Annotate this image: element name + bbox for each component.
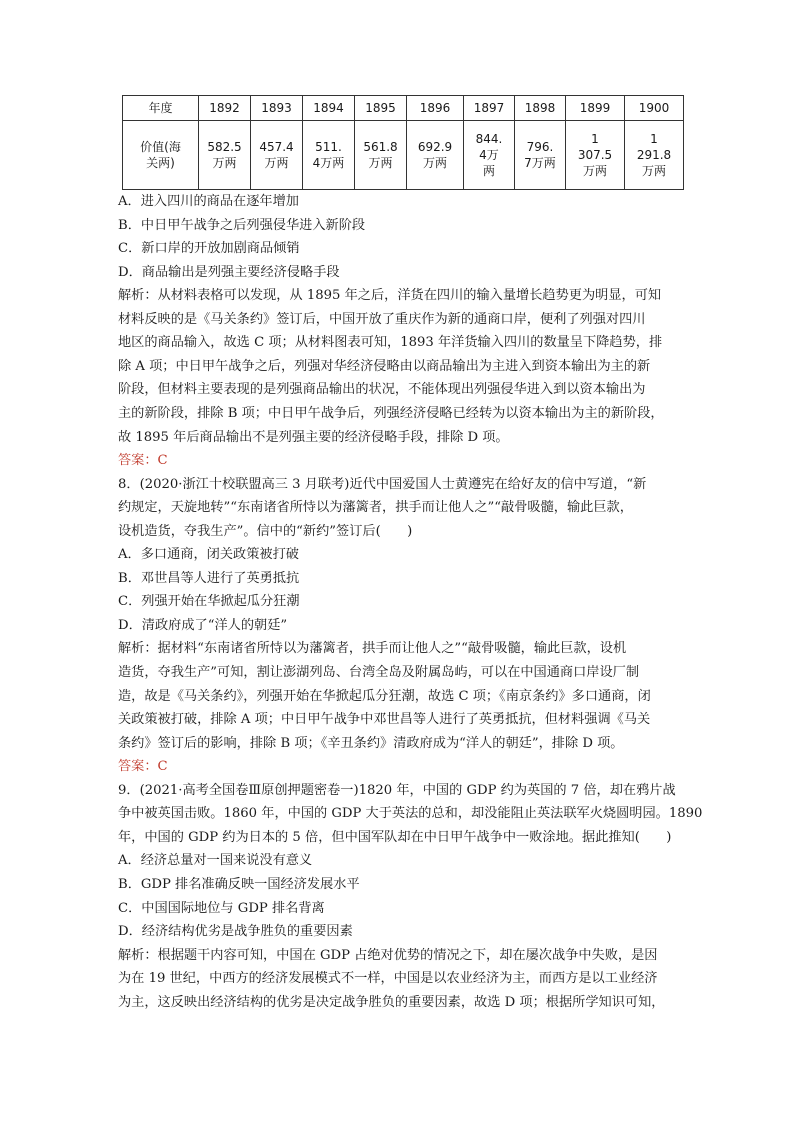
table-header-year: 1898 — [515, 96, 566, 121]
value-line: 561.8 — [363, 140, 398, 154]
table-value-cell — [251, 121, 303, 190]
table-header-year-label: 年度 — [123, 96, 199, 121]
value-line: 万两 — [582, 164, 607, 178]
table-value-cell — [464, 121, 515, 190]
text-line: 主的新阶段，排除 B 项；中日甲午战争后，列强经济侵略已经转为以资本输出为主的新阶段， — [118, 405, 664, 421]
value-line: 291.8 — [636, 148, 672, 162]
table-value-row — [123, 121, 684, 190]
text-line: 造货，夺我生产”可知，割让澎湖列岛、台湾全岛及附属岛屿，可以在中国通商口岸设厂制 — [118, 665, 640, 680]
value-line: 4万 — [479, 148, 499, 162]
text-line: 8．(2020·浙江十校联盟高三 3 月联考)近代中国爱国人士黄遵宪在给好友的信中写道，“新 — [118, 476, 647, 492]
table-header-year: 1895 — [355, 96, 407, 121]
value-line: 1 — [591, 132, 599, 146]
text-line: 解析：据材料“东南诸省所恃以为藩篱者，拱手而让他人之”“敲骨吸髓，输此巨款，设机 — [118, 641, 627, 657]
text-line: D．商品输出是列强主要经济侵略手段 — [118, 264, 340, 280]
table-value-cell — [515, 121, 566, 190]
import-value-table — [122, 95, 684, 190]
text-line: 关政策被打破，排除 A 项；中日甲午战争中邓世昌等人进行了英勇抵抗，但材料强调《马关 — [118, 712, 651, 728]
text-line: 年，中国的 GDP 约为日本的 5 倍，但中国军队却在中日甲午战争中一败涂地。据此推知( ) — [118, 829, 672, 845]
value-line: 1 — [650, 132, 658, 146]
value-line: 511. — [315, 140, 342, 154]
text-line: 设机造货，夺我生产”。信中的“新约”签订后( ) — [118, 523, 413, 539]
value-line: 844. — [475, 132, 503, 146]
table-header-year: 1899 — [566, 96, 625, 121]
text-line: D．清政府成了“洋人的朝廷” — [118, 617, 288, 633]
value-line: 万两 — [641, 164, 666, 178]
value-line: 万两 — [212, 156, 237, 170]
table-header-year: 1892 — [199, 96, 251, 121]
text-line: B．中日甲午战争之后列强侵华进入新阶段 — [118, 217, 366, 233]
text-line: 为主，这反映出经济结构的优劣是决定战争胜负的重要因素，故选 D 项；根据所学知识可知， — [118, 994, 665, 1010]
text-line: A．多口通商，闭关政策被打破 — [118, 547, 299, 563]
table-value-cell — [303, 121, 355, 190]
table-header-year: 1896 — [407, 96, 464, 121]
table-header-year: 1897 — [464, 96, 515, 121]
text-line: 除 A 项；中日甲午战争之后，列强对华经济侵略由以商品输出为主进入到资本输出为主的新 — [118, 358, 651, 374]
text-line: 为在 19 世纪，中西方的经济发展模式不一样，中国是以农业经济为主，而西方是以工业经济 — [118, 971, 658, 987]
answer-line: 答案：C — [118, 453, 168, 469]
value-line: 万两 — [264, 156, 289, 170]
value-line: 万两 — [422, 156, 447, 170]
text-line: 9．(2021·高考全国卷Ⅲ原创押题密卷一)1820 年，中国的 GDP 约为英国的 7 倍，却在鸦片战 — [118, 782, 676, 798]
table-row-label — [123, 121, 199, 190]
value-line: 两 — [482, 164, 495, 178]
row-label-line: 关两) — [146, 156, 175, 170]
table-value-cell — [625, 121, 684, 190]
text-line: A．经济总量对一国来说没有意义 — [118, 853, 313, 869]
text-line: 故 1895 年后商品输出不是列强主要的经济侵略手段，排除 D 项。 — [118, 429, 509, 445]
text-line: B．邓世昌等人进行了英勇抵抗 — [118, 570, 300, 586]
text-line: 条约》签订后的影响，排除 B 项；《辛丑条约》清政府成为“洋人的朝廷”，排除 D 项。 — [118, 735, 624, 751]
text-line: C．新口岸的开放加剧商品倾销 — [118, 241, 300, 257]
text-line: C．中国国际地位与 GDP 排名背离 — [118, 900, 325, 916]
text-line: B．GDP 排名准确反映一国经济发展水平 — [118, 876, 360, 892]
table-header-year: 1893 — [251, 96, 303, 121]
table-value-cell — [199, 121, 251, 190]
text-line: D．经济结构优劣是战争胜负的重要因素 — [118, 924, 353, 940]
text-line: 解析：从材料表格可以发现，从 1895 年之后，洋货在四川的输入量增长趋势更为明显，可知 — [118, 288, 662, 304]
value-line: 457.4 — [259, 140, 294, 154]
text-line: C．列强开始在华掀起瓜分狂潮 — [118, 594, 300, 610]
value-line: 582.5 — [207, 140, 242, 154]
text-line: 阶段，但材料主要表现的是列强商品输出的状况，不能体现出列强侵华进入到以资本输出为 — [118, 382, 646, 398]
text-line: A．进入四川的商品在逐年增加 — [118, 194, 299, 209]
value-line: 7万两 — [524, 156, 556, 170]
value-line: 307.5 — [577, 148, 613, 162]
table-value-cell — [355, 121, 407, 190]
text-line: 造，故是《马关条约》，列强开始在华掀起瓜分狂潮，故选 C 项；《南京条约》多口通商，闭 — [118, 688, 651, 704]
table-header-year: 1894 — [303, 96, 355, 121]
value-line: 692.9 — [417, 140, 453, 154]
table-value-cell — [407, 121, 464, 190]
text-line: 解析：根据题干内容可知，中国在 GDP 占绝对优势的情况之下，却在屡次战争中失败，是因 — [118, 947, 658, 963]
text-line: 约规定，天旋地转”“东南诸省所恃以为藩篱者，拱手而让他人之”“敲骨吸髓，输此巨款， — [118, 500, 633, 516]
table-value-cell — [566, 121, 625, 190]
table-header-row — [123, 96, 684, 121]
answer-line: 答案：C — [118, 759, 168, 775]
value-line: 4万两 — [312, 156, 345, 170]
text-line: 材料反映的是《马关条约》签订后，中国开放了重庆作为新的通商口岸，便利了列强对四川 — [118, 311, 646, 327]
text-line: 争中被英国击败。1860 年，中国的 GDP 大于英法的总和，却没能阻止英法联军火烧圆明园。1890 — [118, 806, 703, 822]
value-line: 796. — [526, 140, 554, 154]
text-line: 地区的商品输入，故选 C 项；从材料图表可知，1893 年洋货输入四川的数量呈下降趋势，排 — [118, 335, 663, 351]
value-line: 万两 — [368, 156, 393, 170]
table-header-year: 1900 — [625, 96, 684, 121]
row-label-line: 价值(海 — [140, 140, 181, 154]
